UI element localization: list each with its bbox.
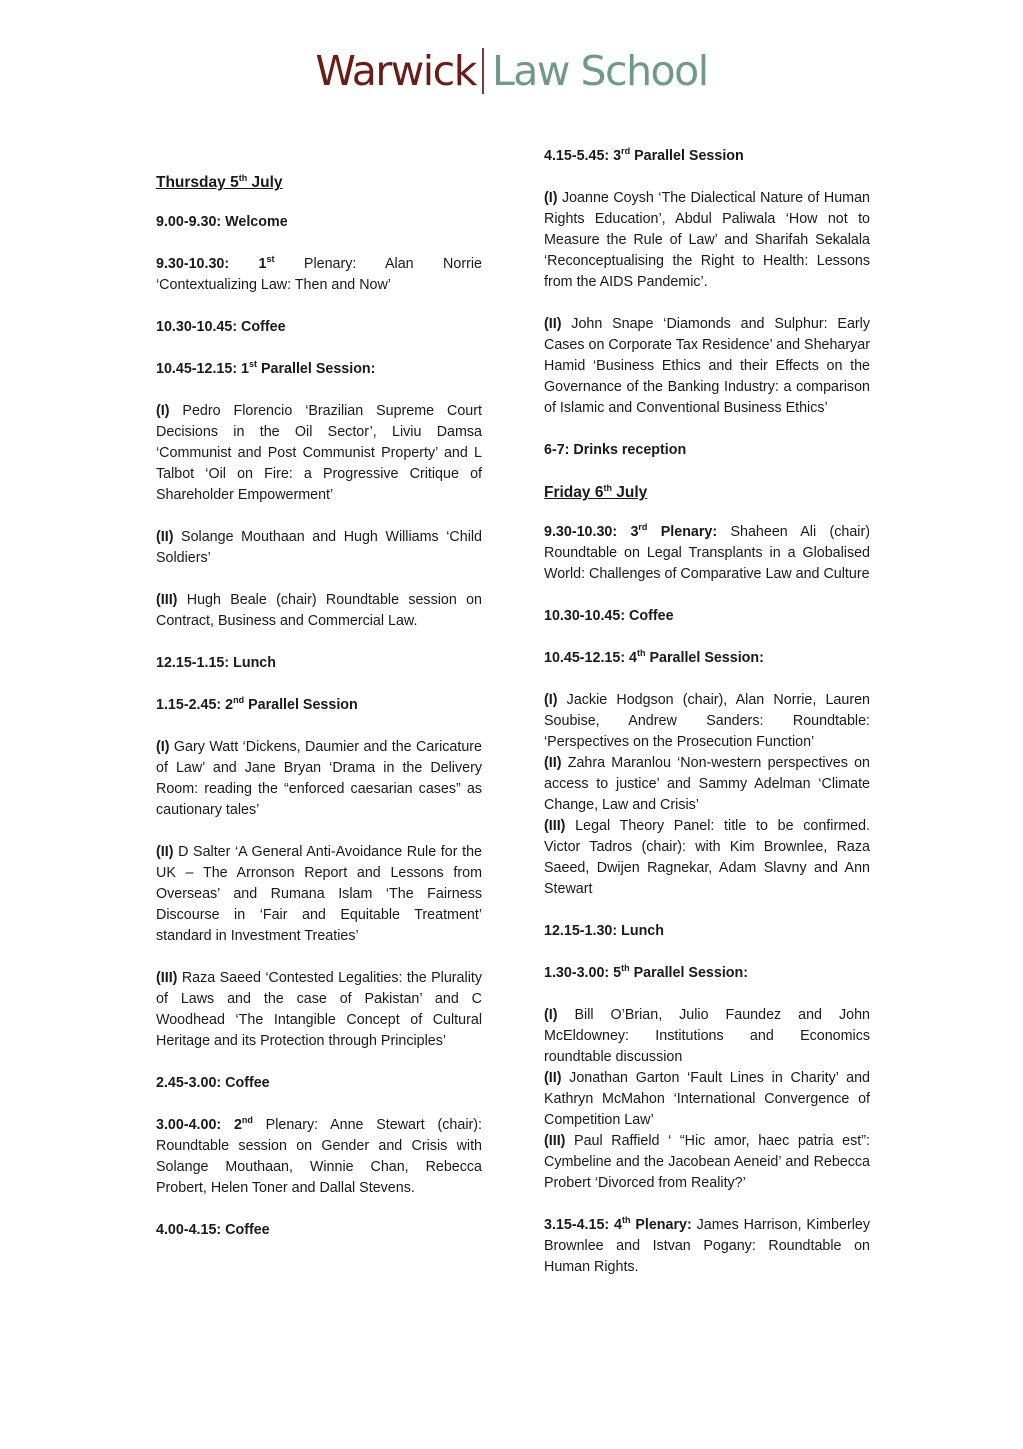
- session-item: (II) D Salter ‘A General Anti-Avoidance Rule for the UK – The Arronson Report and Lessons from Overseas’ and Rumana Islam ‘The Fairness Discourse in ‘Fair and Equitable Treatment’ standard in Investment Treaties’: [156, 844, 482, 944]
- drinks-reception: 6-7: Drinks reception: [544, 442, 687, 458]
- thursday-heading: Thursday 5th July: [156, 173, 283, 191]
- coffee-break: 2.45-3.00: Coffee: [156, 1075, 270, 1091]
- session-item: (II) Solange Mouthaan and Hugh Williams ‘Child Soldiers’: [156, 529, 482, 566]
- plenary-4: 3.15-4.15: 4th Plenary: James Harrison, Kimberley Brownlee and Istvan Pogany: Roundtable on Human Rights.: [544, 1215, 870, 1275]
- warwick-law-school-logo: [0, 46, 1023, 96]
- thursday-column: [156, 172, 482, 1262]
- parallel-session-1-heading: 10.45-12.15: 1st Parallel Session:: [156, 359, 376, 377]
- lunch-break: 12.15-1.15: Lunch: [156, 655, 276, 671]
- parallel-session-2-heading: 1.15-2.45: 2nd Parallel Session: [156, 695, 358, 713]
- session-item: (I) Jackie Hodgson (chair), Alan Norrie, Lauren Soubise, Andrew Sanders: Roundtable: ‘Perspectives on the Prosecution Function’: [544, 692, 870, 750]
- plenary-3: 9.30-10.30: 3rd Plenary: Shaheen Ali (chair) Roundtable on Legal Transplants in a Globalised World: Challenges of Comparative Law and Culture: [544, 522, 870, 582]
- session-item: (I) Joanne Coysh ‘The Dialectical Nature of Human Rights Education’, Abdul Paliwala ‘How not to Measure the Rule of Law’ and Sharifah Sekalala ‘Reconceptualising the Right to Health: Lessons from the AIDS Pandemic’.: [544, 190, 870, 290]
- session-item: (II) Zahra Maranlou ‘Non-western perspectives on access to justice’ and Sammy Adelman ‘Climate Change, Law and Crisis’: [544, 755, 870, 813]
- parallel-session-3-heading: 4.15-5.45: 3rd Parallel Session: [544, 146, 744, 164]
- logo-law-school: Law School: [491, 47, 708, 95]
- session-item: (II) Jonathan Garton ‘Fault Lines in Charity’ and Kathryn McMahon ‘International Convergence of Competition Law’: [544, 1070, 870, 1128]
- lunch-break: 12.15-1.30: Lunch: [544, 923, 664, 939]
- parallel-session-4-heading: 10.45-12.15: 4th Parallel Session:: [544, 648, 764, 666]
- session-item: (I) Pedro Florencio ‘Brazilian Supreme Court Decisions in the Oil Sector’, Liviu Damsa ‘Communist and Post Communist Property’ and L Talbot ‘Oil on Fire: a Progressive Critique of Shareholder Empowerment’: [156, 403, 482, 503]
- friday-heading: Friday 6th July: [544, 483, 648, 501]
- plenary-2: 3.00-4.00: 2nd Plenary: Anne Stewart (chair): Roundtable session on Gender and Crisis with Solange Mouthaan, Winnie Chan, Rebecca Probert, Helen Toner and Dallal Stevens.: [156, 1115, 482, 1196]
- session-item: (III) Paul Raffield ‘ “Hic amor, haec patria est”: Cymbeline and the Jacobean Aeneid’ and Rebecca Probert ‘Divorced from Reality?’: [544, 1133, 870, 1191]
- session-item: (I) Bill O’Brian, Julio Faundez and John McEldowney: Institutions and Economics roundtable discussion: [544, 1007, 870, 1065]
- session-item: (III) Hugh Beale (chair) Roundtable session on Contract, Business and Commercial Law.: [156, 592, 482, 629]
- parallel-session-5-heading: 1.30-3.00: 5th Parallel Session:: [544, 963, 749, 981]
- coffee-break: 4.00-4.15: Coffee: [156, 1222, 270, 1238]
- logo-divider: [482, 48, 484, 94]
- session-item: (II) John Snape ‘Diamonds and Sulphur: Early Cases on Corporate Tax Residence’ and Sheharyar Hamid ‘Business Ethics and their Effects on the Governance of the Banking Industry: a comparison of Islamic and Conventional Business Ethics’: [544, 316, 870, 416]
- coffee-break: 10.30-10.45: Coffee: [156, 319, 286, 335]
- session-item: (I) Gary Watt ‘Dickens, Daumier and the Caricature of Law’ and Jane Bryan ‘Drama in the Delivery Room: reading the “enforced caesarian cases” as cautionary tales’: [156, 739, 482, 818]
- session-item: (III) Legal Theory Panel: title to be confirmed. Victor Tadros (chair): with Kim Brownlee, Raza Saeed, Dwijen Ragnekar, Adam Slavny and Ann Stewart: [544, 818, 870, 897]
- session-item: (III) Raza Saeed ‘Contested Legalities: the Plurality of Laws and the case of Pakistan’ and C Woodhead ‘The Intangible Concept of Cultural Heritage and its Protection through Principles’: [156, 970, 482, 1049]
- plenary-1: 9.30-10.30: 1st Plenary: Alan Norrie ‘Contextualizing Law: Then and Now’: [156, 254, 482, 293]
- right-column: [544, 146, 870, 1299]
- welcome-item: 9.00-9.30: Welcome: [156, 214, 288, 230]
- coffee-break: 10.30-10.45: Coffee: [544, 608, 674, 624]
- logo-warwick: Warwick: [315, 47, 476, 95]
